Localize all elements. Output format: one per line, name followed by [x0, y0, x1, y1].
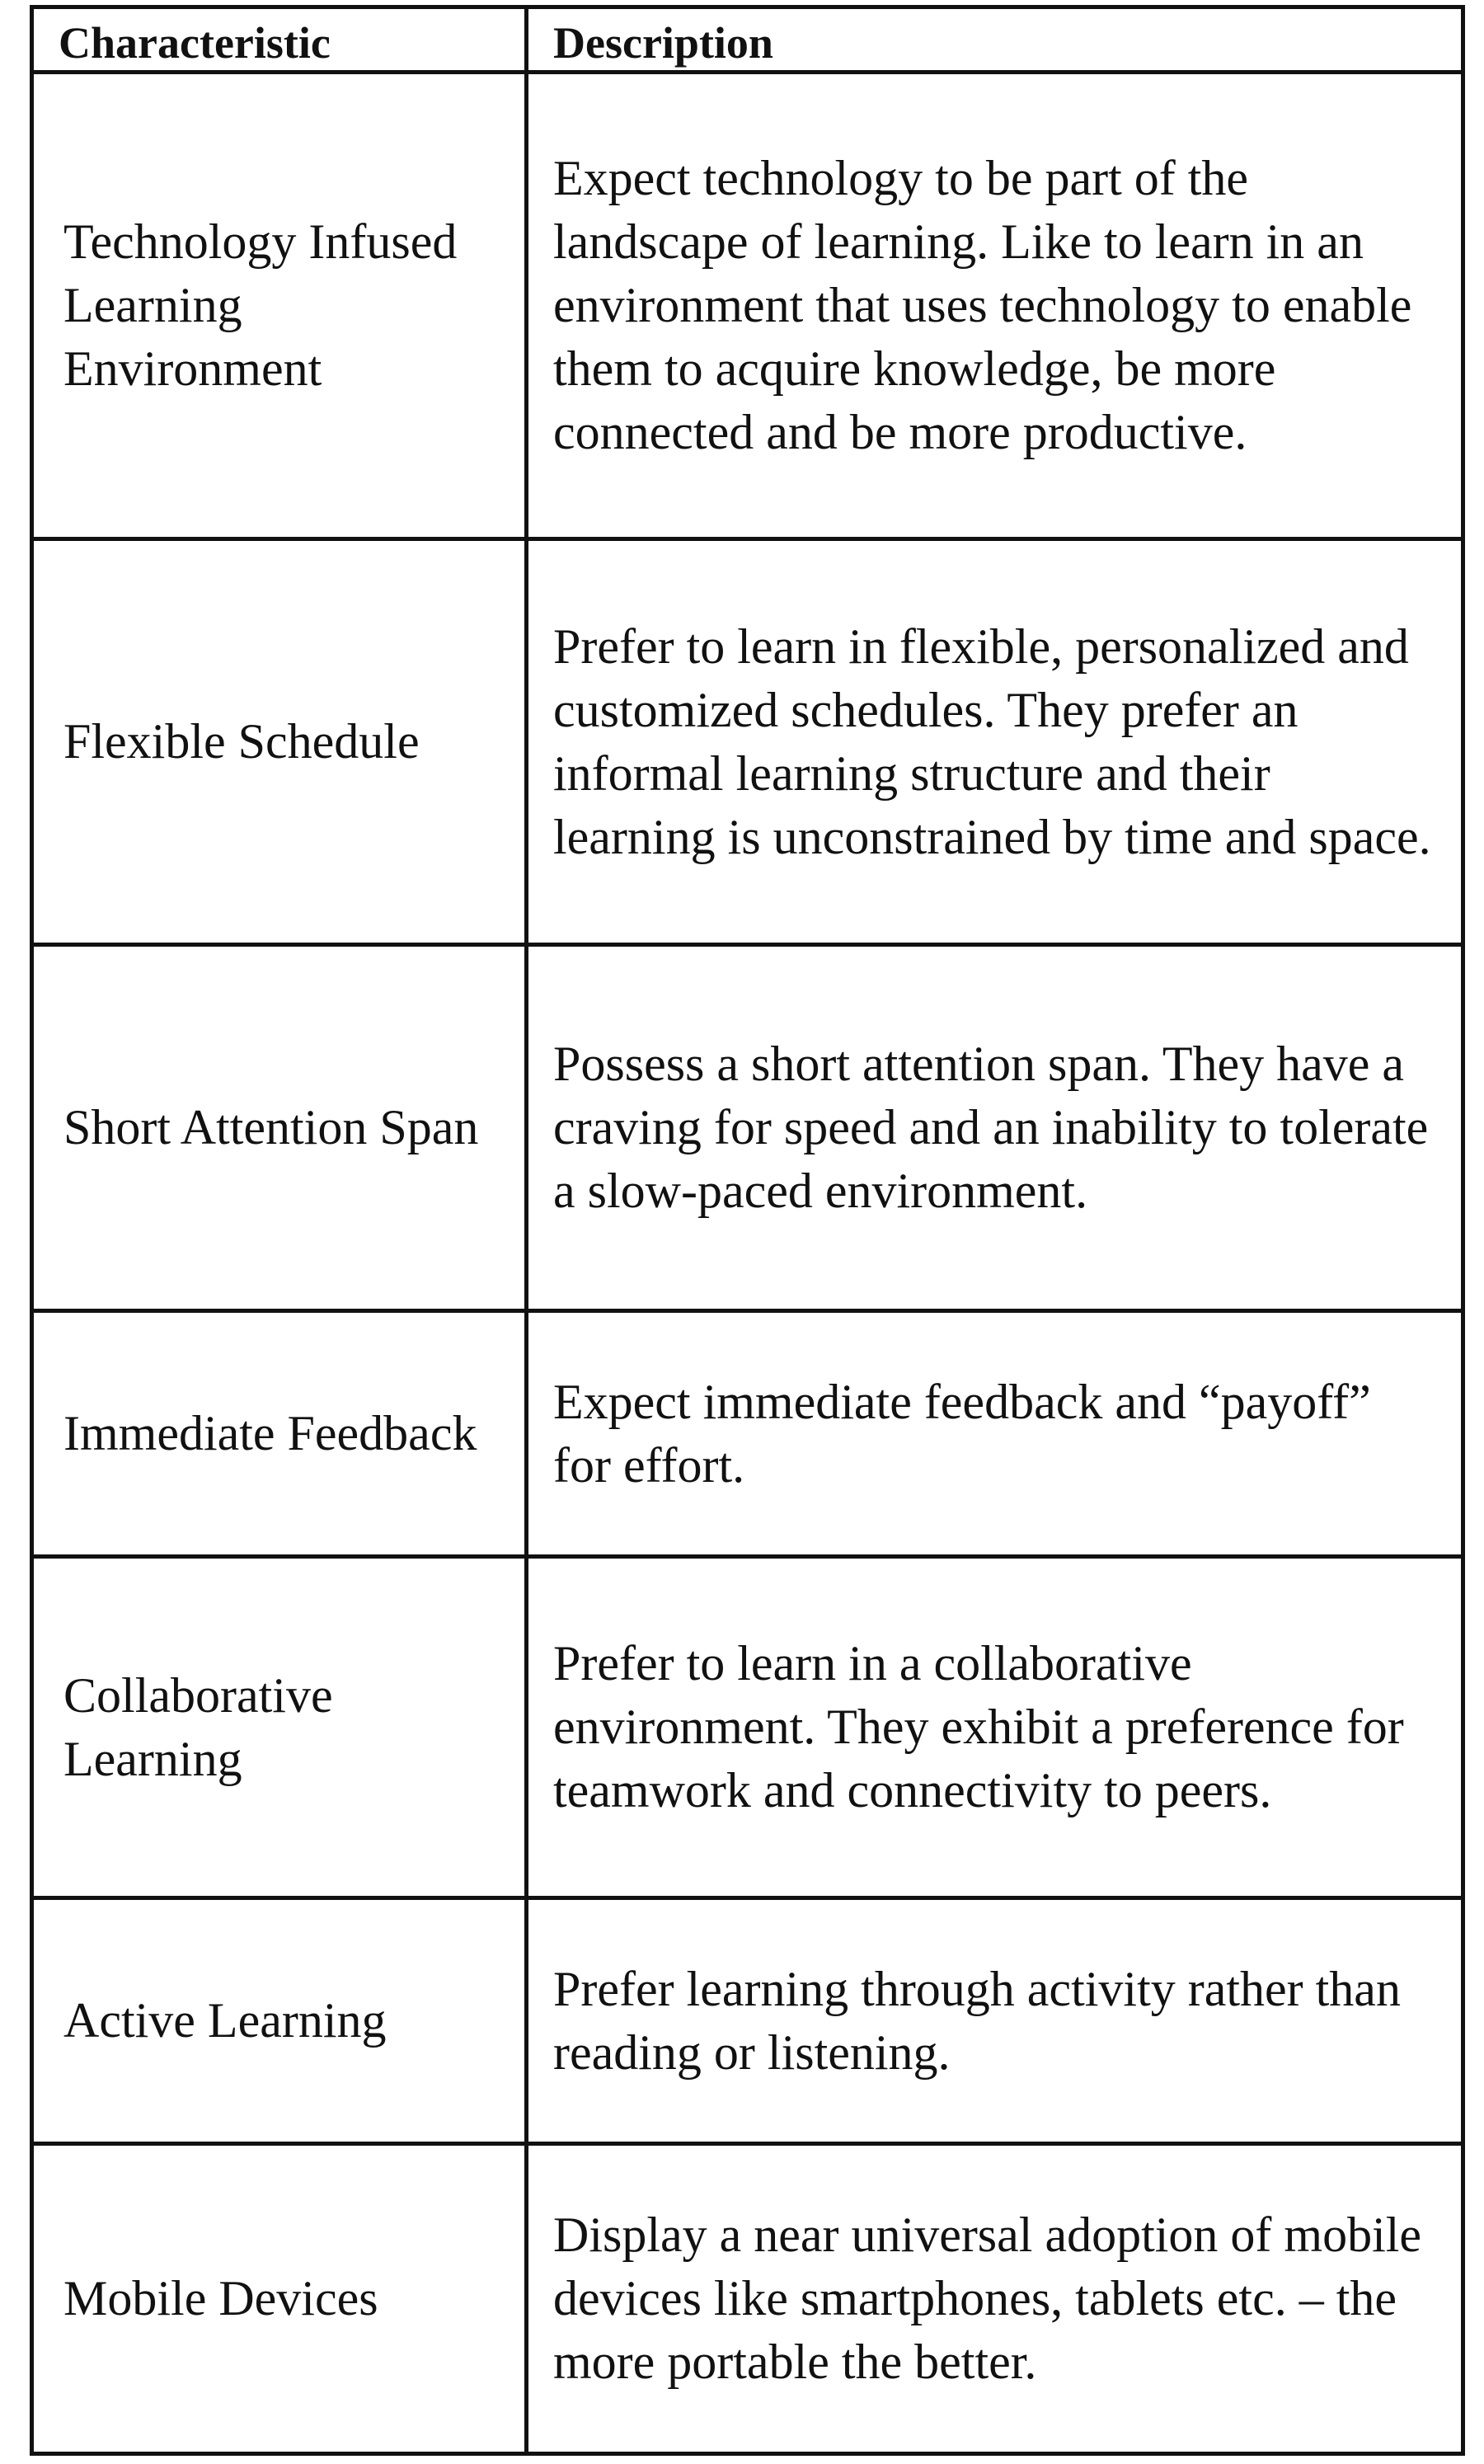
- characteristic-cell: Collaborative Learning: [32, 1557, 527, 1898]
- description-cell: Expect technology to be part of the landscape of learning. Like to learn in an environment that uses technology to enable them to acquire knowledge, be more connected and be more productive.: [527, 73, 1463, 539]
- characteristic-cell: Short Attention Span: [32, 945, 527, 1311]
- table-row: [32, 539, 1463, 945]
- characteristic-cell: Immediate Feedback: [32, 1311, 527, 1557]
- description-cell: Prefer to learn in flexible, personalized and customized schedules. They prefer an informal learning structure and their learning is unconstrained by time and space.: [527, 539, 1463, 945]
- characteristic-cell: Flexible Schedule: [32, 539, 527, 945]
- characteristics-table: [30, 5, 1465, 2456]
- description-cell: Possess a short attention span. They have a craving for speed and an inability to tolerate a slow-paced environment.: [527, 945, 1463, 1311]
- description-cell: Expect immediate feedback and “payoff” for effort.: [527, 1311, 1463, 1557]
- table-row: [32, 1557, 1463, 1898]
- description-cell: Prefer to learn in a collaborative environment. They exhibit a preference for teamwork and connectivity to peers.: [527, 1557, 1463, 1898]
- characteristic-cell: Active Learning: [32, 1898, 527, 2144]
- table-header-row: [32, 7, 1463, 73]
- characteristic-cell: Technology Infused Learning Environment: [32, 73, 527, 539]
- table-row: [32, 945, 1463, 1311]
- table-row: [32, 1898, 1463, 2144]
- description-cell: Prefer learning through activity rather than reading or listening.: [527, 1898, 1463, 2144]
- table-row: [32, 1311, 1463, 1557]
- column-header-characteristic: Characteristic: [32, 7, 527, 73]
- table-row: [32, 2144, 1463, 2454]
- description-cell: Display a near universal adoption of mobile devices like smartphones, tablets etc. – the more portable the better.: [527, 2144, 1463, 2454]
- characteristic-cell: Mobile Devices: [32, 2144, 527, 2454]
- table-row: [32, 73, 1463, 539]
- column-header-description: Description: [527, 7, 1463, 73]
